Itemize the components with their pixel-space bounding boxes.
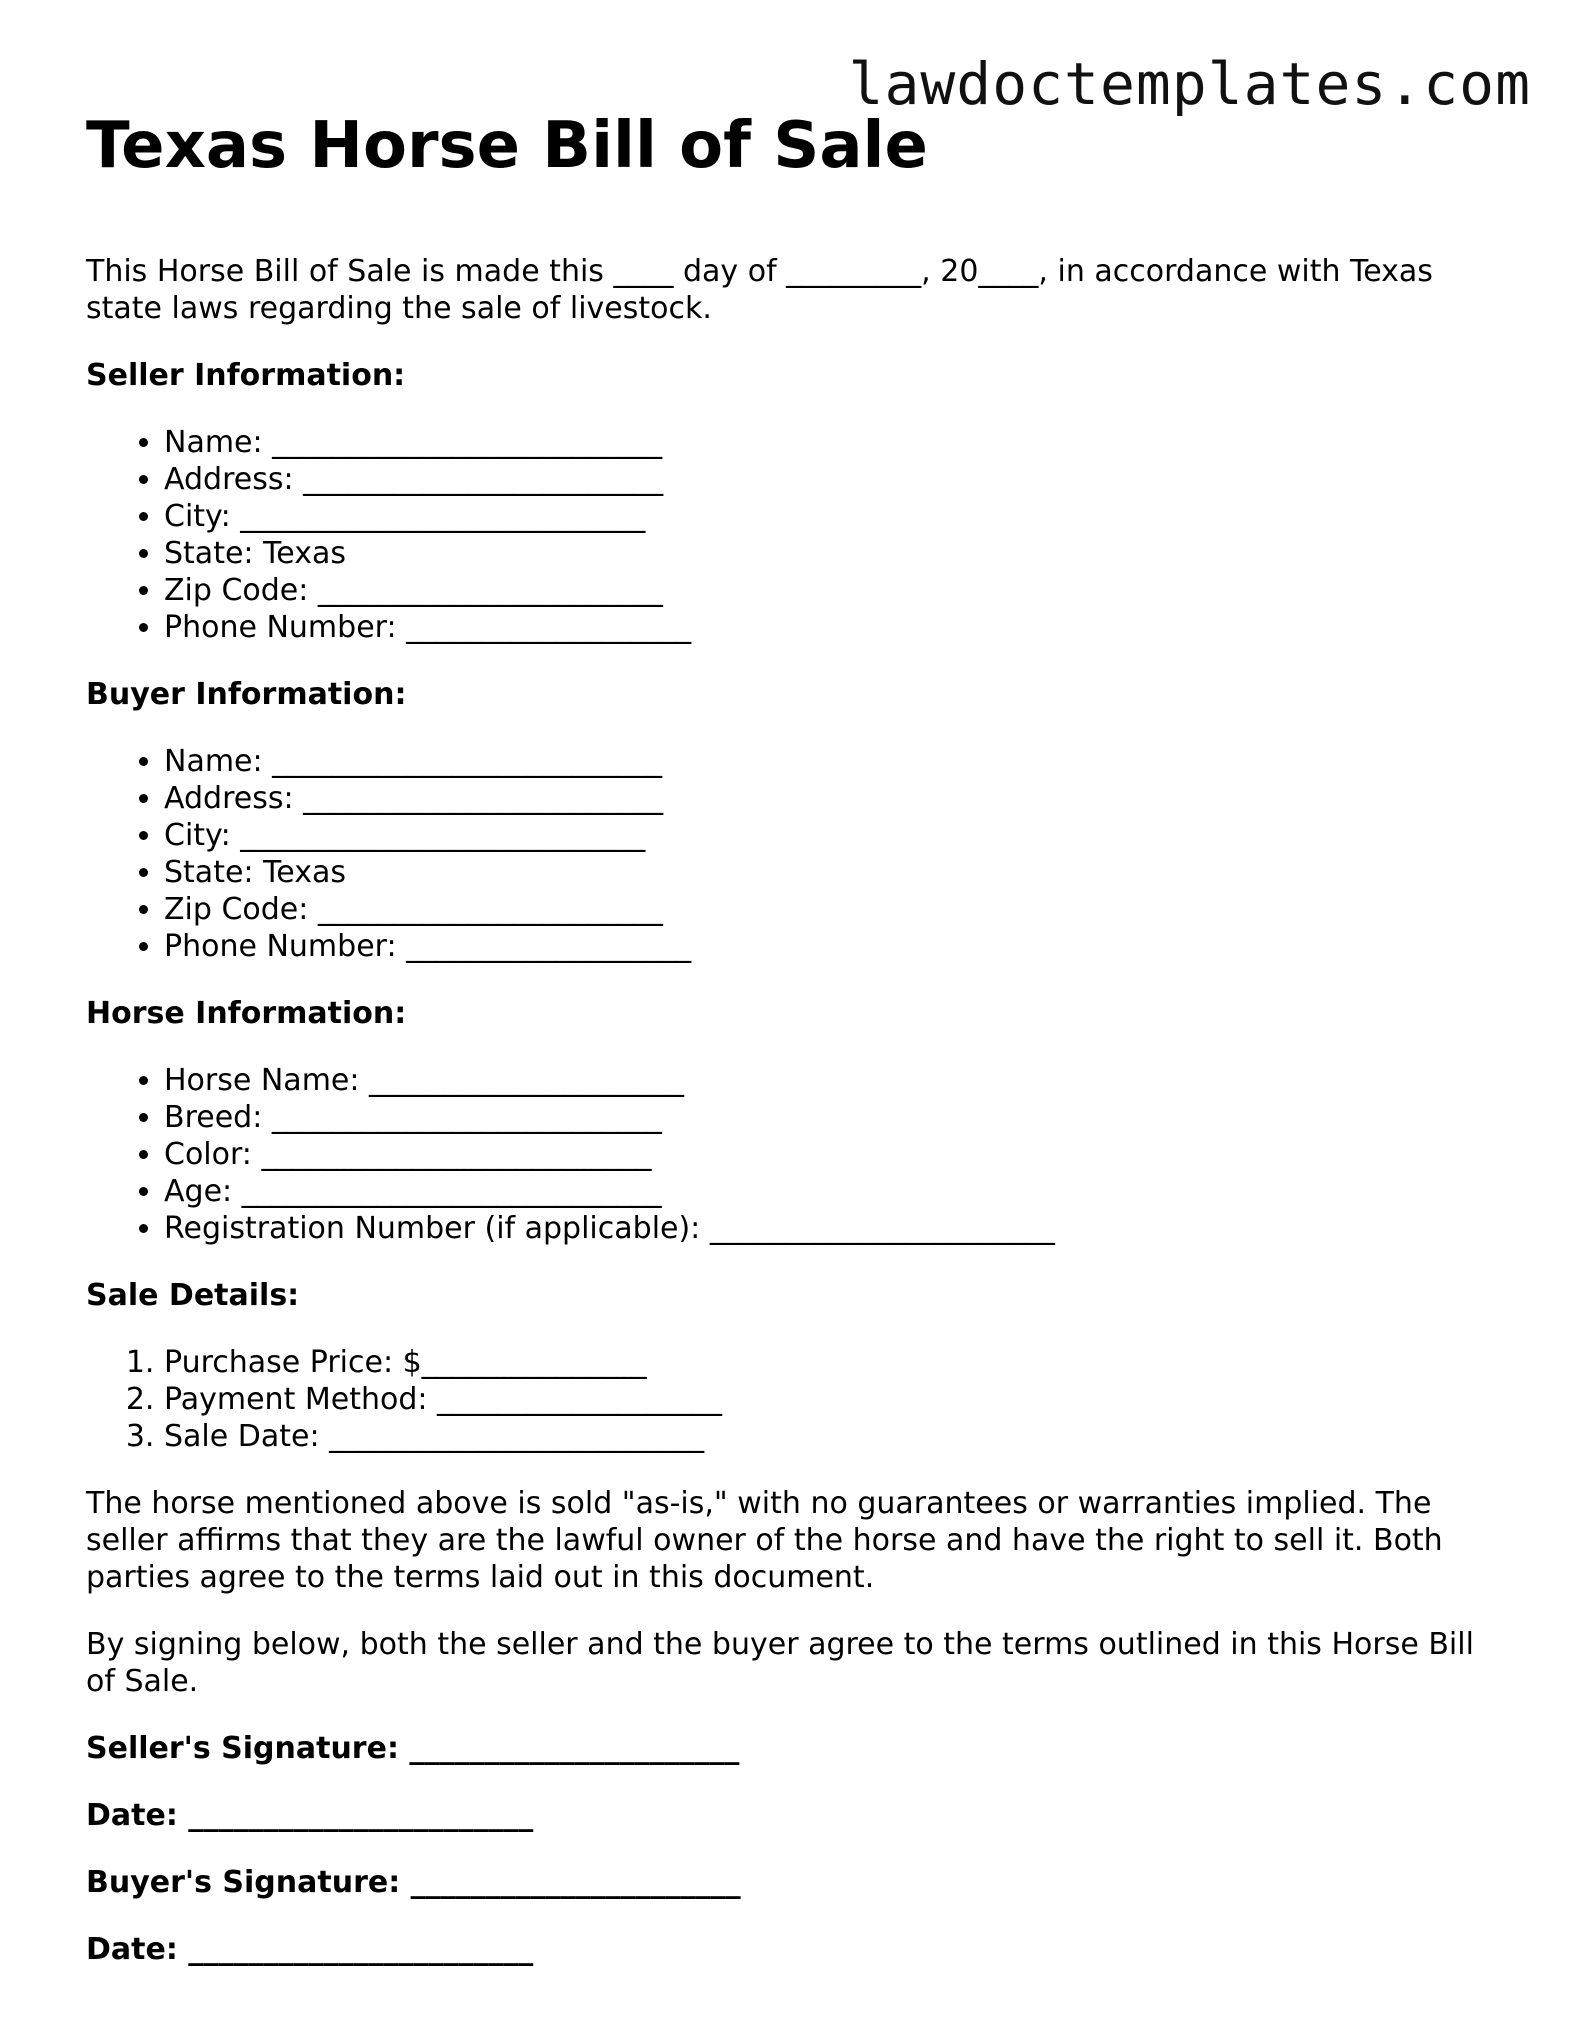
buyer-information-list: [86, 743, 1506, 965]
horse-name-field: • Horse Name: _____________________: [164, 1062, 1506, 1099]
seller-address-field: • Address: ________________________: [164, 461, 1506, 498]
horse-registration-field: • Registration Number (if applicable): _______________________: [164, 1210, 1506, 1247]
document-title: Texas Horse Bill of Sale: [86, 109, 928, 183]
seller-name-field: • Name: __________________________: [164, 424, 1506, 461]
buyer-address-field: • Address: ________________________: [164, 780, 1506, 817]
seller-state-field: • State: Texas: [164, 535, 1506, 572]
buyer-information-heading: Buyer Information:: [86, 676, 407, 712]
seller-city-field: • City: ___________________________: [164, 498, 1506, 535]
horse-color-field: • Color: __________________________: [164, 1136, 1506, 1173]
horse-age-field: • Age: ____________________________: [164, 1173, 1506, 1210]
seller-signature-line: Seller's Signature: ______________________: [86, 1730, 740, 1766]
seller-date-line: Date: _______________________: [86, 1797, 534, 1833]
buyer-name-field: • Name: __________________________: [164, 743, 1506, 780]
purchase-price-field: 1. Purchase Price: $_______________: [164, 1344, 1506, 1381]
watermark: lawdoctemplates.com: [848, 50, 1531, 118]
agreement-paragraph: By signing below, both the seller and the buyer agree to the terms outlined in this Horse Bill of Sale.: [86, 1626, 1474, 1699]
buyer-city-field: • City: ___________________________: [164, 817, 1506, 854]
intro-paragraph: This Horse Bill of Sale is made this ____ day of _________, 20____, in accordance with Texas state laws regarding the sale of livestock.: [86, 253, 1433, 326]
sale-details-heading: Sale Details:: [86, 1277, 300, 1313]
buyer-date-line: Date: _______________________: [86, 1931, 534, 1967]
buyer-zip-field: • Zip Code: _______________________: [164, 891, 1506, 928]
seller-phone-field: • Phone Number: ___________________: [164, 609, 1506, 646]
payment-method-field: 2. Payment Method: ___________________: [164, 1381, 1506, 1418]
seller-zip-field: • Zip Code: _______________________: [164, 572, 1506, 609]
buyer-signature-line: Buyer's Signature: ______________________: [86, 1864, 741, 1900]
seller-information-heading: Seller Information:: [86, 357, 406, 393]
seller-information-list: [86, 424, 1506, 646]
buyer-phone-field: • Phone Number: ___________________: [164, 928, 1506, 965]
sale-date-field: 3. Sale Date: _________________________: [164, 1418, 1506, 1455]
document-page: [86, 108, 1506, 1968]
as-is-paragraph: The horse mentioned above is sold "as-is," with no guarantees or warranties implied. The seller affirms that they are the lawful owner of the horse and have the right to sell it. Both parties agree to the terms laid out in this document.: [86, 1485, 1443, 1595]
buyer-state-field: • State: Texas: [164, 854, 1506, 891]
sale-details-list: [86, 1344, 1506, 1455]
horse-information-heading: Horse Information:: [86, 995, 407, 1031]
horse-breed-field: • Breed: __________________________: [164, 1099, 1506, 1136]
horse-information-list: [86, 1062, 1506, 1247]
